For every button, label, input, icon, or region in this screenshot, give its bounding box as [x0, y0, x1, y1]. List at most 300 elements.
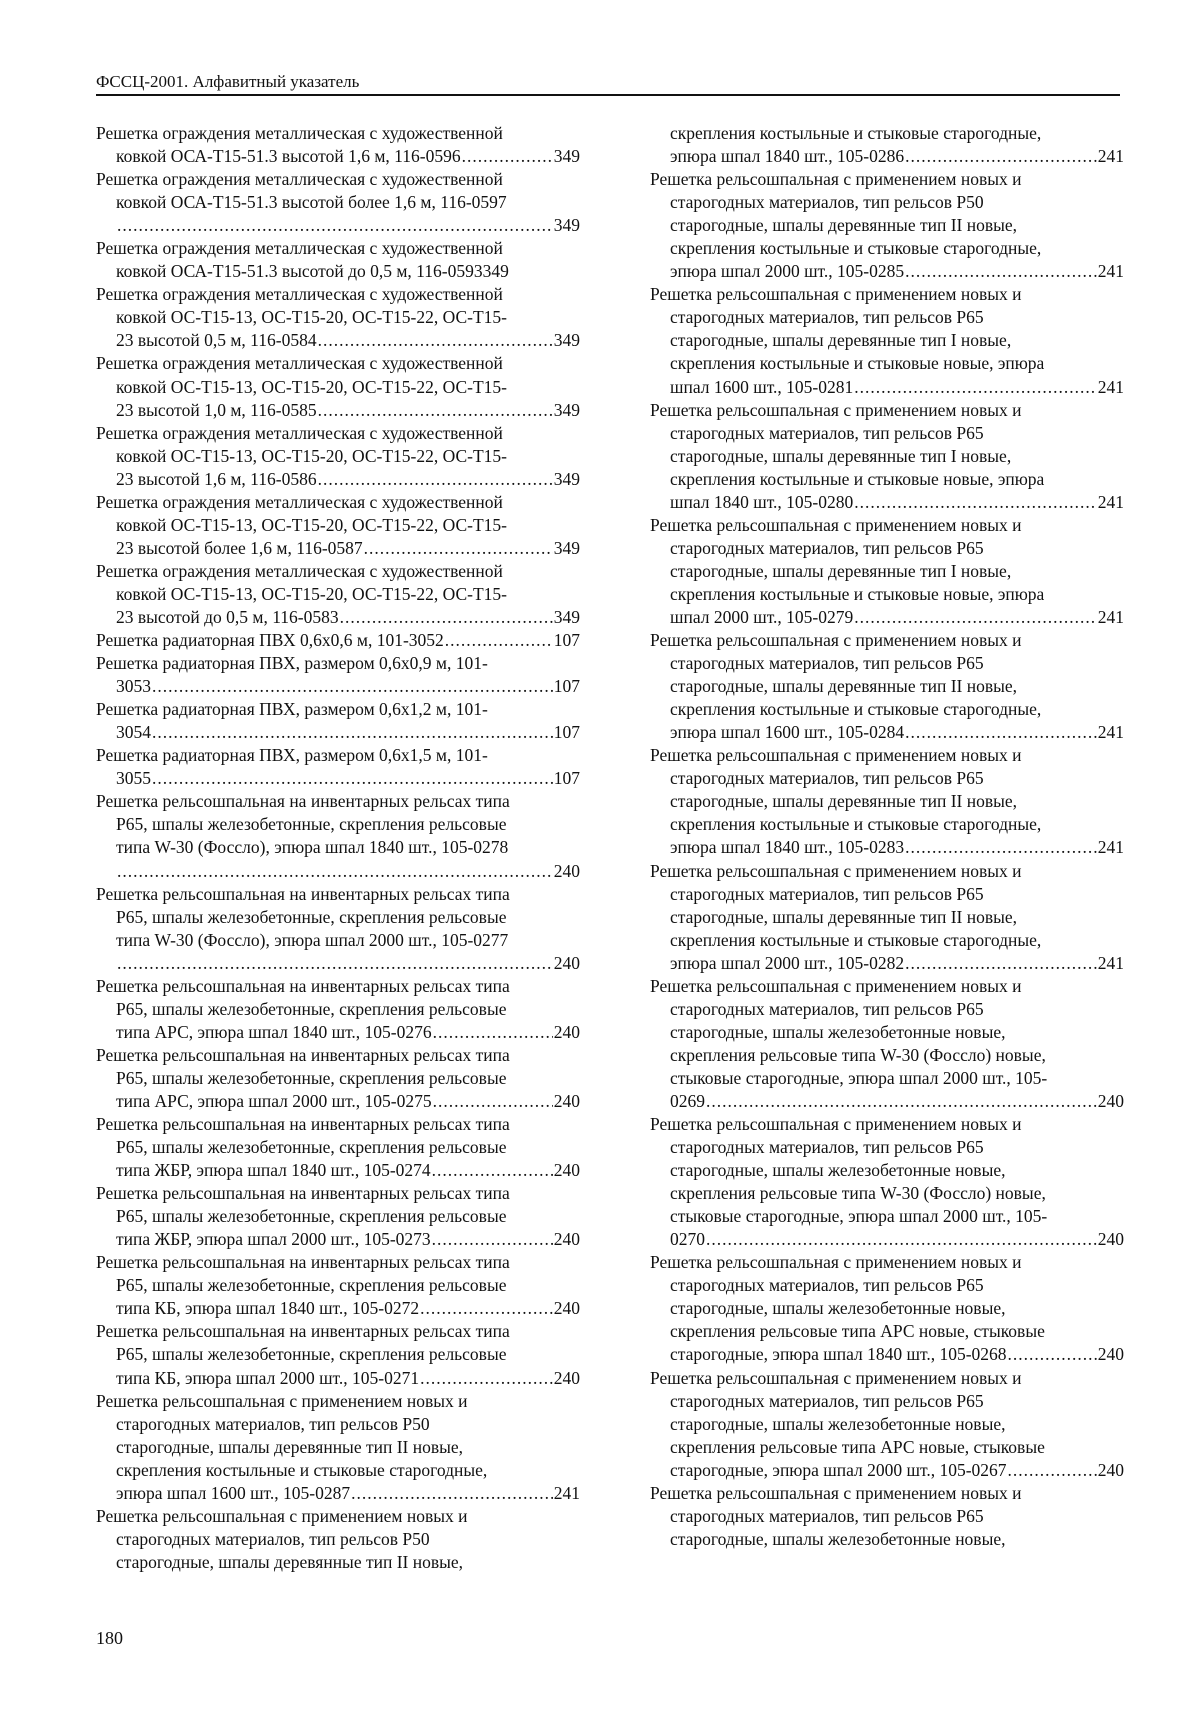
entry-text: стыковые старогодные, эпюра шпал 2000 шт., 105- [670, 1206, 1048, 1227]
entry-text: типа АРС, эпюра шпал 1840 шт., 105-0276 [116, 1021, 432, 1042]
entry-page-ref: 107 [553, 722, 580, 743]
entry-text: типа W-30 (Фоссло), эпюра шпал 2000 шт., 105-0277 [116, 929, 509, 950]
entry-text: старогодные, шпалы деревянные тип I новые, [670, 330, 1012, 351]
entry-text: Решетка рельсошпальная на инвентарных рельсах типа [96, 883, 510, 904]
entry-text: эпюра шпал 1840 шт., 105-0283 [670, 837, 905, 858]
index-entry-line [96, 1136, 580, 1159]
entry-text: Р65, шпалы железобетонные, скрепления рельсовые [116, 1137, 507, 1158]
index-entry-line [96, 145, 580, 168]
index-entry-start [96, 1505, 580, 1528]
index-entry-line [650, 422, 1124, 445]
index-entry-line [650, 1136, 1124, 1159]
index-entry-line [96, 767, 580, 790]
entry-text: скрепления костыльные и стыковые старогодные, [670, 699, 1042, 720]
dot-leader [432, 1228, 553, 1251]
entry-text: ковкой ОС-Т15-13, ОС-Т15-20, ОС-Т15-22, ОС-Т15- [116, 376, 507, 397]
index-entry-line [650, 1413, 1124, 1436]
entry-page-ref: 241 [1097, 146, 1124, 167]
index-entry-line [650, 1090, 1124, 1113]
dot-leader [351, 1482, 553, 1505]
index-entry-line [650, 352, 1124, 375]
index-entry-start [96, 975, 580, 998]
entry-text: старогодных материалов, тип рельсов Р65 [670, 537, 984, 558]
dot-leader [433, 1021, 553, 1044]
entry-text: старогодные, эпюра шпал 2000 шт., 105-0267 [670, 1459, 1007, 1480]
index-entry-line [96, 1367, 580, 1390]
entry-text: Решетка ограждения металлическая с художественной [96, 422, 503, 443]
index-entry-line [650, 1159, 1124, 1182]
index-entry-line [96, 1343, 580, 1366]
entry-page-ref: 349 [553, 468, 580, 489]
index-entry-line [96, 1021, 580, 1044]
index-entry-start [96, 1390, 580, 1413]
index-entry-line [650, 560, 1124, 583]
entry-text: Решетка рельсошпальная с применением новых и [650, 1482, 1022, 1503]
index-entry-line [96, 998, 580, 1021]
index-entry-line [96, 1067, 580, 1090]
index-entry-line [650, 376, 1124, 399]
entry-text: эпюра шпал 1840 шт., 105-0286 [670, 146, 905, 167]
index-entry-line [650, 1505, 1124, 1528]
page-header [96, 72, 1120, 96]
index-entry-line [96, 445, 580, 468]
dot-leader [905, 952, 1097, 975]
index-entry-line [650, 237, 1124, 260]
entry-text: ковкой ОС-Т15-13, ОС-Т15-20, ОС-Т15-22, ОС-Т15- [116, 445, 507, 466]
entry-page-ref: 241 [1097, 491, 1124, 512]
entry-text: старогодные, шпалы деревянные тип II новые, [670, 676, 1018, 697]
entry-text: старогодных материалов, тип рельсов Р65 [670, 768, 984, 789]
entry-text: ковкой ОС-Т15-13, ОС-Т15-20, ОС-Т15-22, ОС-Т15- [116, 583, 507, 604]
index-entry-line [96, 214, 580, 237]
entry-text: старогодных материалов, тип рельсов Р50 [670, 192, 984, 213]
entry-text: шпал 1600 шт., 105-0281 [670, 376, 854, 397]
index-entry-start [96, 283, 580, 306]
index-entry-line [650, 721, 1124, 744]
entry-text: 23 высотой 1,0 м, 116-0585 [116, 399, 317, 420]
index-entry-line [650, 122, 1124, 145]
entry-text: ковкой ОС-Т15-13, ОС-Т15-20, ОС-Т15-22, ОС-Т15- [116, 307, 507, 328]
index-entry-start [96, 629, 580, 652]
index-entry-line [650, 952, 1124, 975]
entry-text: скрепления костыльные и стыковые новые, эпюра [670, 468, 1045, 489]
index-entry-line [650, 675, 1124, 698]
index-entry-line [96, 721, 580, 744]
entry-text: Р65, шпалы железобетонные, скрепления рельсовые [116, 1275, 507, 1296]
entry-text: стыковые старогодные, эпюра шпал 2000 шт., 105- [670, 1067, 1048, 1088]
index-entry-start [96, 422, 580, 445]
index-entry-line [650, 468, 1124, 491]
index-entry-line [650, 929, 1124, 952]
dot-leader [152, 675, 553, 698]
entry-text: 23 высотой более 1,6 м, 116-0587 [116, 537, 363, 558]
dot-leader [462, 145, 553, 168]
entry-text: шпал 1840 шт., 105-0280 [670, 491, 854, 512]
index-entry-line [650, 306, 1124, 329]
entry-text: Решетка рельсошпальная с применением новых и [650, 630, 1022, 651]
entry-text: Решетка рельсошпальная на инвентарных рельсах типа [96, 1114, 510, 1135]
index-entry-line [650, 537, 1124, 560]
entry-text: скрепления костыльные и стыковые старогодные, [670, 238, 1042, 259]
entry-text: Решетка рельсошпальная с применением новых и [96, 1390, 468, 1411]
index-column-left [96, 122, 580, 1574]
entry-text: Решетка рельсошпальная с применением новых и [650, 1252, 1022, 1273]
index-entry-start [96, 1113, 580, 1136]
entry-page-ref: 240 [553, 1298, 580, 1319]
index-entry-line [96, 1436, 580, 1459]
entry-page-ref: 240 [1097, 1229, 1124, 1250]
entry-text: ковкой ОС-Т15-13, ОС-Т15-20, ОС-Т15-22, ОС-Т15- [116, 514, 507, 535]
entry-text: старогодные, шпалы деревянные тип II новые, [670, 906, 1018, 927]
entry-text: старогодные, шпалы железобетонные новые, [670, 1413, 1006, 1434]
index-entry-line [96, 1274, 580, 1297]
index-entry-line [650, 1459, 1124, 1482]
entry-text: Решетка ограждения металлическая с художественной [96, 123, 503, 143]
index-entry-line [96, 675, 580, 698]
entry-text: Решетка ограждения металлическая с художественной [96, 238, 503, 259]
index-entry-line [96, 860, 580, 883]
entry-text: старогодных материалов, тип рельсов Р65 [670, 653, 984, 674]
index-entry-line [650, 491, 1124, 514]
entry-text: Решетка рельсошпальная с применением новых и [650, 860, 1022, 881]
entry-text: старогодных материалов, тип рельсов Р65 [670, 998, 984, 1019]
dot-leader [420, 1367, 553, 1390]
entry-text: Р65, шпалы железобетонные, скрепления рельсовые [116, 814, 507, 835]
entry-text: 23 высотой 1,6 м, 116-0586 [116, 468, 317, 489]
entry-text: Решетка ограждения металлическая с художественной [96, 560, 503, 581]
index-entry-line [650, 583, 1124, 606]
entry-text: старогодные, шпалы деревянные тип I новые, [670, 560, 1012, 581]
index-entry-line [650, 1436, 1124, 1459]
entry-text: ковкой ОСА-Т15-51.3 высотой более 1,6 м, 116-0597 [116, 192, 507, 213]
dot-leader [706, 1228, 1097, 1251]
entry-page-ref: 240 [553, 1367, 580, 1388]
entry-page-ref: 240 [553, 1160, 580, 1181]
entry-text: скрепления костыльные и стыковые новые, эпюра [670, 353, 1045, 374]
index-entry-line [650, 1021, 1124, 1044]
index-entry-start [650, 514, 1124, 537]
entry-page-ref: 240 [1097, 1344, 1124, 1365]
dot-leader [905, 260, 1097, 283]
entry-page-ref: 241 [1097, 261, 1124, 282]
entry-text: старогодных материалов, тип рельсов Р65 [670, 1137, 984, 1158]
index-entry-line [650, 883, 1124, 906]
entry-page-ref: 241 [1097, 376, 1124, 397]
index-entry-line [96, 399, 580, 422]
entry-text: старогодные, шпалы железобетонные новые, [670, 1528, 1006, 1549]
page-number: 180 [96, 1628, 123, 1648]
entry-text: скрепления рельсовые типа АРС новые, стыковые [670, 1436, 1045, 1457]
index-entry-line [96, 1482, 580, 1505]
index-entry-line [650, 652, 1124, 675]
entry-text: типа АРС, эпюра шпал 2000 шт., 105-0275 [116, 1090, 432, 1111]
index-entry-start [650, 860, 1124, 883]
entry-text: 3053 [116, 676, 151, 697]
entry-page-ref: 240 [553, 1090, 580, 1111]
entry-text: 3054 [116, 722, 151, 743]
index-entry-line [650, 606, 1124, 629]
entry-text: типа W-30 (Фоссло), эпюра шпал 1840 шт., 105-0278 [116, 837, 509, 858]
entry-text: старогодные, эпюра шпал 1840 шт., 105-0268 [670, 1344, 1007, 1365]
entry-text: старогодные, шпалы железобетонные новые, [670, 1298, 1006, 1319]
index-entry-start [96, 744, 580, 767]
index-entry-start [650, 1482, 1124, 1505]
dot-leader [905, 721, 1097, 744]
index-entry-line [650, 1067, 1124, 1090]
index-entry-line [96, 583, 580, 606]
index-entry-start [96, 168, 580, 191]
entry-page-ref: 240 [1097, 1090, 1124, 1111]
entry-text: старогодных материалов, тип рельсов Р65 [670, 1505, 984, 1526]
dot-leader [445, 629, 553, 652]
entry-page-ref: 349 [553, 399, 580, 420]
index-entry-line [650, 1390, 1124, 1413]
entry-page-ref: 240 [1097, 1459, 1124, 1480]
index-entry-line [650, 906, 1124, 929]
index-entry-line [96, 952, 580, 975]
entry-text: 0270 [670, 1229, 705, 1250]
dot-leader [706, 1090, 1097, 1113]
dot-leader [1008, 1343, 1097, 1366]
entry-text: эпюра шпал 1600 шт., 105-0287 [116, 1482, 351, 1503]
entry-text: типа ЖБР, эпюра шпал 2000 шт., 105-0273 [116, 1229, 431, 1250]
index-entry-start [96, 491, 580, 514]
index-entry-start [96, 1182, 580, 1205]
dot-leader [905, 145, 1097, 168]
index-entry-line [650, 1182, 1124, 1205]
entry-text: Решетка радиаторная ПВХ, размером 0,6х0,9 м, 101- [96, 653, 488, 674]
index-entry-line [96, 929, 580, 952]
entry-text: старогодных материалов, тип рельсов Р50 [116, 1413, 430, 1434]
entry-text: Р65, шпалы железобетонные, скрепления рельсовые [116, 998, 507, 1019]
index-entry-start [650, 168, 1124, 191]
dot-leader [117, 860, 553, 883]
index-entry-line [650, 1228, 1124, 1251]
dot-leader [340, 606, 553, 629]
entry-text: старогодные, шпалы деревянные тип II новые, [670, 215, 1018, 236]
entry-text: Решетка рельсошпальная на инвентарных рельсах типа [96, 975, 510, 996]
index-entry-line [650, 191, 1124, 214]
index-entry-line [650, 1205, 1124, 1228]
index-entry-start [96, 237, 580, 260]
dot-leader [117, 214, 553, 237]
dot-leader [433, 1090, 553, 1113]
index-entry-start [650, 744, 1124, 767]
index-entry-line [96, 1528, 580, 1551]
index-entry-line [650, 1320, 1124, 1343]
dot-leader [152, 767, 553, 790]
entry-text: Р65, шпалы железобетонные, скрепления рельсовые [116, 1344, 507, 1365]
entry-text: Решетка рельсошпальная на инвентарных рельсах типа [96, 1183, 510, 1204]
entry-text: Решетка рельсошпальная с применением новых и [650, 1367, 1022, 1388]
index-entry-line [96, 1459, 580, 1482]
dot-leader [364, 537, 553, 560]
index-entry-start [96, 1044, 580, 1067]
dot-leader [318, 399, 553, 422]
index-entry-start [650, 1113, 1124, 1136]
index-entry-line [650, 698, 1124, 721]
entry-text: Решетка рельсошпальная на инвентарных рельсах типа [96, 1044, 510, 1065]
entry-page-ref: 349 [553, 215, 580, 236]
index-entry-line [96, 1413, 580, 1436]
entry-text: скрепления костыльные и стыковые старогодные, [670, 123, 1042, 143]
entry-text: шпал 2000 шт., 105-0279 [670, 606, 854, 627]
entry-text: старогодные, шпалы деревянные тип II новые, [116, 1551, 464, 1572]
index-entry-line [650, 836, 1124, 859]
dot-leader [420, 1297, 553, 1320]
dot-leader [1008, 1459, 1097, 1482]
entry-text: типа КБ, эпюра шпал 1840 шт., 105-0272 [116, 1298, 420, 1319]
entry-text: эпюра шпал 2000 шт., 105-0282 [670, 952, 905, 973]
entry-page-ref: 241 [553, 1482, 580, 1503]
index-entry-line [96, 260, 580, 283]
dot-leader [432, 1159, 553, 1182]
index-entry-line [96, 906, 580, 929]
entry-page-ref: 240 [553, 1229, 580, 1250]
entry-page-ref: 349 [553, 330, 580, 351]
index-entry-line [650, 145, 1124, 168]
index-entry-line [96, 1090, 580, 1113]
index-entry-line [96, 329, 580, 352]
entry-text: старогодные, шпалы железобетонные новые, [670, 1160, 1006, 1181]
entry-text: Решетка рельсошпальная с применением новых и [650, 745, 1022, 766]
entry-text: Решетка радиаторная ПВХ, размером 0,6х1,2 м, 101- [96, 699, 488, 720]
entry-text: 23 высотой до 0,5 м, 116-0583 [116, 606, 339, 627]
index-entry-line [650, 1274, 1124, 1297]
index-entry-line [96, 514, 580, 537]
index-entry-line [96, 1551, 580, 1574]
dot-leader [318, 329, 553, 352]
entry-text: Решетка рельсошпальная на инвентарных рельсах типа [96, 1252, 510, 1273]
entry-page-ref: 107 [553, 630, 580, 651]
index-entry-start [650, 1367, 1124, 1390]
entry-text: Р65, шпалы железобетонные, скрепления рельсовые [116, 906, 507, 927]
entry-text: Решетка рельсошпальная с применением новых и [650, 1114, 1022, 1135]
entry-page-ref: 240 [553, 1021, 580, 1042]
index-entry-start [650, 975, 1124, 998]
index-entry-line [96, 1228, 580, 1251]
dot-leader [854, 491, 1096, 514]
entry-text: старогодные, шпалы деревянные тип II новые, [116, 1436, 464, 1457]
entry-text: Решетка рельсошпальная с применением новых и [96, 1505, 468, 1526]
index-entry-start [96, 1320, 580, 1343]
index-entry-line [650, 1343, 1124, 1366]
entry-text: 23 высотой 0,5 м, 116-0584 [116, 330, 317, 351]
index-entry-start [96, 1251, 580, 1274]
index-entry-line [650, 767, 1124, 790]
entry-text: Решетка рельсошпальная с применением новых и [650, 399, 1022, 420]
index-entry-line [96, 191, 580, 214]
entry-page-ref: 107 [553, 676, 580, 697]
index-entry-line [96, 813, 580, 836]
entry-text: Решетка ограждения металлическая с художественной [96, 353, 503, 374]
entry-text: скрепления рельсовые типа W-30 (Фоссло) новые, [670, 1044, 1046, 1065]
dot-leader [318, 468, 553, 491]
entry-page-ref: 349 [553, 606, 580, 627]
entry-text: ковкой ОСА-Т15-51.3 высотой до 0,5 м, 116-0593349 [116, 261, 509, 282]
index-entry-start [650, 283, 1124, 306]
entry-text: старогодных материалов, тип рельсов Р65 [670, 307, 984, 328]
index-entry-line [96, 1159, 580, 1182]
entry-text: типа ЖБР, эпюра шпал 1840 шт., 105-0274 [116, 1160, 431, 1181]
index-entry-line [650, 1044, 1124, 1067]
index-entry-line [650, 998, 1124, 1021]
index-entry-line [96, 306, 580, 329]
dot-leader [854, 606, 1096, 629]
entry-text: Решетка радиаторная ПВХ 0,6х0,6 м, 101-3052 [96, 630, 444, 651]
entry-text: старогодные, шпалы деревянные тип II новые, [670, 791, 1018, 812]
entry-text: Р65, шпалы железобетонные, скрепления рельсовые [116, 1067, 507, 1088]
entry-page-ref: 241 [1097, 606, 1124, 627]
entry-text: старогодных материалов, тип рельсов Р65 [670, 422, 984, 443]
index-entry-line [650, 1528, 1124, 1551]
entry-text: 3055 [116, 768, 151, 789]
entry-text: Решетка рельсошпальная на инвентарных рельсах типа [96, 1321, 510, 1342]
entry-text: старогодных материалов, тип рельсов Р50 [116, 1528, 430, 1549]
entry-text: Решетка ограждения металлическая с художественной [96, 169, 503, 190]
index-entry-line [96, 468, 580, 491]
entry-text: старогодных материалов, тип рельсов Р65 [670, 1390, 984, 1411]
entry-text: Решетка рельсошпальная с применением новых и [650, 284, 1022, 305]
index-entry-start [96, 122, 580, 145]
index-entry-start [650, 629, 1124, 652]
entry-text: старогодных материалов, тип рельсов Р65 [670, 883, 984, 904]
entry-text: старогодные, шпалы железобетонные новые, [670, 1021, 1006, 1042]
entry-text: Решетка радиаторная ПВХ, размером 0,6х1,5 м, 101- [96, 745, 488, 766]
entry-page-ref: 349 [553, 537, 580, 558]
index-entry-line [96, 537, 580, 560]
entry-text: Решетка рельсошпальная с применением новых и [650, 514, 1022, 535]
entry-text: Решетка рельсошпальная с применением новых и [650, 975, 1022, 996]
entry-page-ref: 240 [553, 952, 580, 973]
index-entry-line [96, 376, 580, 399]
entry-text: старогодные, шпалы деревянные тип I новые, [670, 445, 1012, 466]
entry-text: ковкой ОСА-Т15-51.3 высотой 1,6 м, 116-0596 [116, 146, 461, 167]
entry-text: типа КБ, эпюра шпал 2000 шт., 105-0271 [116, 1367, 420, 1388]
entry-text: скрепления костыльные и стыковые старогодные, [670, 929, 1042, 950]
index-entry-start [96, 352, 580, 375]
page-header-title: ФССЦ-2001. Алфавитный указатель [96, 72, 360, 91]
dot-leader [905, 836, 1097, 859]
index-entry-line [96, 1297, 580, 1320]
index-entry-start [96, 560, 580, 583]
entry-page-ref: 241 [1097, 952, 1124, 973]
index-entry-start [96, 652, 580, 675]
index-entry-line [96, 1205, 580, 1228]
entry-text: Решетка ограждения металлическая с художественной [96, 491, 503, 512]
entry-page-ref: 240 [553, 860, 580, 881]
entry-page-ref: 107 [553, 768, 580, 789]
entry-text: 0269 [670, 1090, 705, 1111]
index-entry-line [96, 606, 580, 629]
index-entry-line [96, 836, 580, 859]
index-entry-line [650, 214, 1124, 237]
index-entry-start [650, 1251, 1124, 1274]
dot-leader [117, 952, 553, 975]
entry-text: эпюра шпал 1600 шт., 105-0284 [670, 722, 905, 743]
index-entry-start [650, 399, 1124, 422]
dot-leader [854, 376, 1096, 399]
entry-text: скрепления костыльные и стыковые старогодные, [670, 814, 1042, 835]
index-column-right [650, 122, 1124, 1551]
entry-page-ref: 241 [1097, 722, 1124, 743]
entry-text: скрепления рельсовые типа АРС новые, стыковые [670, 1321, 1045, 1342]
index-entry-start [96, 883, 580, 906]
entry-text: эпюра шпал 2000 шт., 105-0285 [670, 261, 905, 282]
entry-page-ref: 349 [553, 146, 580, 167]
entry-text: Р65, шпалы железобетонные, скрепления рельсовые [116, 1206, 507, 1227]
entry-text: старогодных материалов, тип рельсов Р65 [670, 1275, 984, 1296]
